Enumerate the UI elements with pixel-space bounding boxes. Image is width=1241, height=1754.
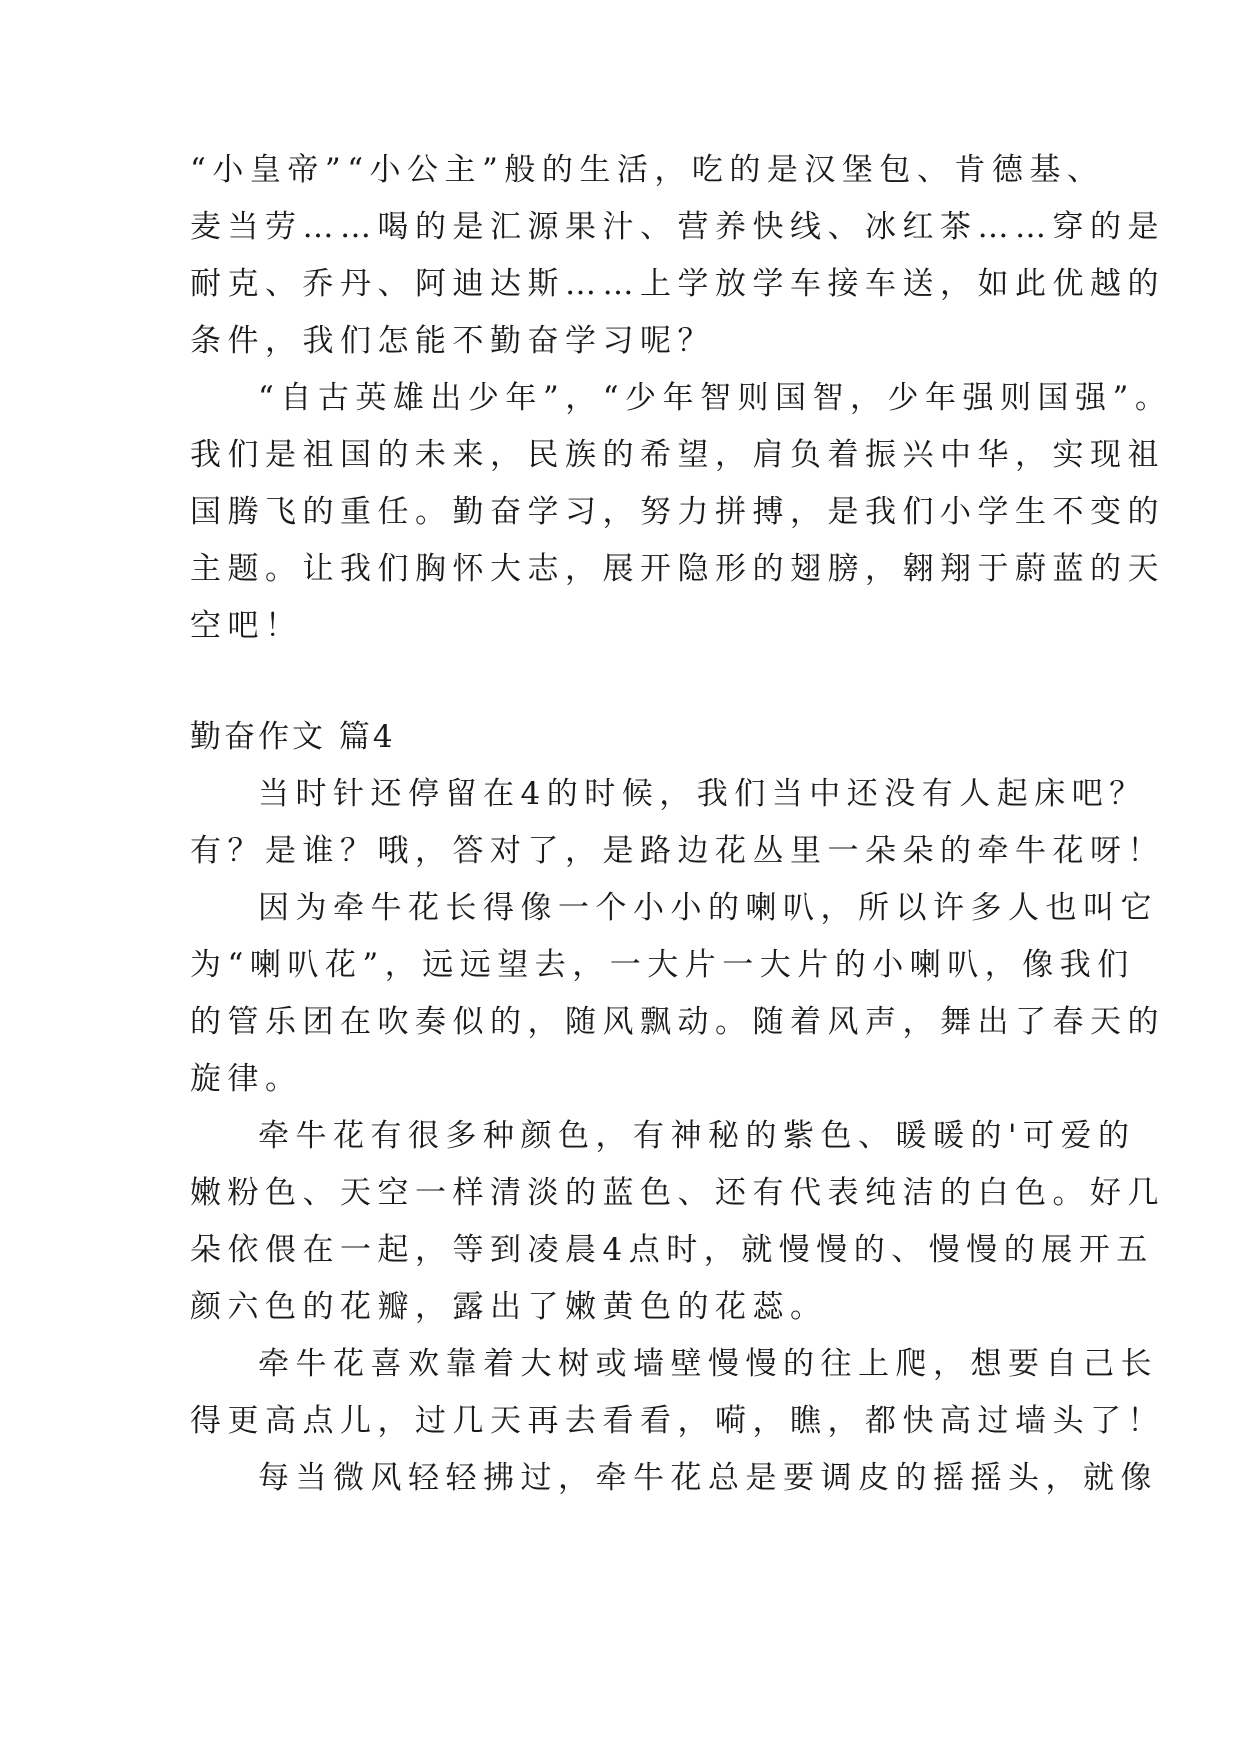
text-line: 旋律。 — [190, 1061, 303, 1097]
text-line: 每当微风轻轻拂过，牵牛花总是要调皮的摇摇头，就像 — [258, 1460, 1158, 1496]
text-line: “自古英雄出少年”，“少年智则国智，少年强则国强”。 — [258, 380, 1173, 416]
text-line: 颜六色的花瓣，露出了嫩黄色的花蕊。 — [190, 1289, 828, 1325]
text-line: 因为牵牛花长得像一个小小的喇叭，所以许多人也叫它 — [258, 890, 1158, 926]
section-heading: 勤奋作文 篇4 — [190, 719, 396, 755]
text-line: 主题。让我们胸怀大志，展开隐形的翅膀，翱翔于蔚蓝的天 — [190, 551, 1165, 587]
text-line: 国腾飞的重任。勤奋学习，努力拼搏，是我们小学生不变的 — [190, 494, 1165, 530]
text-line: 耐克、乔丹、阿迪达斯……上学放学车接车送，如此优越的 — [190, 266, 1165, 302]
text-line: 牵牛花有很多种颜色，有神秘的紫色、暖暖的'可爱的 — [258, 1118, 1136, 1154]
text-line: 有？是谁？哦，答对了，是路边花丛里一朵朵的牵牛花呀！ — [190, 833, 1165, 869]
text-line: 为“喇叭花”，远远望去，一大片一大片的小喇叭，像我们 — [190, 947, 1135, 983]
text-line: 嫩粉色、天空一样清淡的蓝色、还有代表纯洁的白色。好几 — [190, 1175, 1165, 1211]
text-line: 朵依偎在一起，等到凌晨4点时，就慢慢的、慢慢的展开五 — [190, 1232, 1154, 1268]
text-line: “小皇帝”“小公主”般的生活，吃的是汉堡包、肯德基、 — [190, 152, 1105, 188]
text-line: 牵牛花喜欢靠着大树或墙壁慢慢的往上爬，想要自己长 — [258, 1346, 1158, 1382]
text-line: 条件，我们怎能不勤奋学习呢？ — [190, 323, 715, 359]
text-line: 的管乐团在吹奏似的，随风飘动。随着风声，舞出了春天的 — [190, 1004, 1165, 1040]
text-line: 得更高点儿，过几天再去看看，嗬，瞧，都快高过墙头了！ — [190, 1403, 1165, 1439]
text-line: 麦当劳……喝的是汇源果汁、营养快线、冰红茶……穿的是 — [190, 209, 1165, 245]
text-line: 当时针还停留在4的时候，我们当中还没有人起床吧？ — [258, 776, 1147, 812]
text-line: 我们是祖国的未来，民族的希望，肩负着振兴中华，实现祖 — [190, 437, 1165, 473]
text-line: 空吧！ — [190, 608, 303, 644]
